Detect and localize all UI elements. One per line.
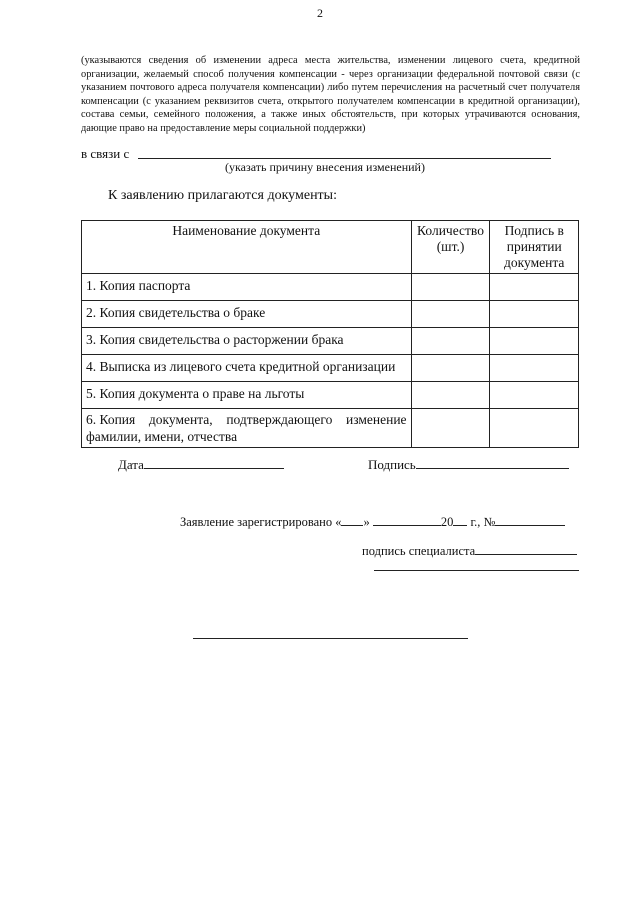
document-name-line-2: фамилии, имени, отчества: [86, 429, 238, 444]
document-name-cell: [82, 409, 412, 448]
registration-year-line[interactable]: [453, 514, 467, 526]
registration-year-prefix: 20: [440, 515, 454, 529]
quantity-cell[interactable]: [411, 328, 490, 355]
signature-cell[interactable]: [490, 274, 579, 301]
signature-cell[interactable]: [490, 382, 579, 409]
signature-cell[interactable]: [490, 409, 579, 448]
header-signature: Подпись в принятии документа: [490, 221, 579, 274]
document-name-cell: 2. Копия свидетельства о браке: [82, 301, 412, 328]
document-name-cell: 5. Копия документа о праве на льготы: [82, 382, 412, 409]
date-input-line[interactable]: [144, 456, 284, 469]
page-number: 2: [317, 6, 323, 20]
quantity-cell[interactable]: [411, 409, 490, 448]
word: 6. Копия: [86, 412, 136, 427]
table-row: [82, 328, 579, 355]
quantity-cell[interactable]: [411, 301, 490, 328]
registration-number-line[interactable]: [495, 514, 565, 526]
reason-hint: (указать причину внесения изменений): [225, 160, 425, 174]
document-name-cell: 4. Выписка из лицевого счета кредитной организации: [82, 355, 412, 382]
table-row: [82, 355, 579, 382]
signature-field: [368, 456, 569, 473]
attachments-title: К заявлению прилагаются документы:: [108, 188, 337, 203]
registration-close-quote: »: [363, 515, 370, 529]
registration-month-line[interactable]: [373, 514, 441, 526]
bottom-divider-line: [193, 638, 468, 639]
signature-cell[interactable]: [490, 355, 579, 382]
table-row: [82, 274, 579, 301]
table-row: [82, 382, 579, 409]
reason-input-line[interactable]: [138, 158, 551, 159]
date-field: [118, 456, 284, 473]
table-header-row: [82, 221, 579, 274]
document-name-cell: 1. Копия паспорта: [82, 274, 412, 301]
quantity-cell[interactable]: [411, 382, 490, 409]
specialist-name-line[interactable]: [374, 570, 579, 571]
registration-line: [180, 514, 565, 530]
specialist-signature-line[interactable]: [475, 543, 577, 555]
document-name-line-1: [86, 411, 407, 428]
quantity-cell[interactable]: [411, 355, 490, 382]
signature-cell[interactable]: [490, 301, 579, 328]
signature-cell[interactable]: [490, 328, 579, 355]
reason-label: в связи с: [81, 146, 130, 161]
word: подтверждающего: [226, 412, 333, 427]
word: документа,: [148, 412, 213, 427]
registration-number-label: г., №: [467, 515, 496, 529]
registration-day-line[interactable]: [341, 514, 363, 526]
header-quantity: Количество (шт.): [411, 221, 490, 274]
header-document-name: Наименование документа: [82, 221, 412, 274]
word: изменение: [345, 412, 407, 427]
specialist-signature-field: [362, 543, 577, 559]
signature-label: Подпись: [368, 457, 416, 472]
signature-input-line[interactable]: [416, 456, 569, 469]
document-name-cell: 3. Копия свидетельства о расторжении брака: [82, 328, 412, 355]
date-label: Дата: [118, 457, 144, 472]
quantity-cell[interactable]: [411, 274, 490, 301]
table-row: [82, 301, 579, 328]
instruction-note: (указываются сведения об изменении адреса места жительства, изменении лицевого счета, кредитной организации, желаемый способ получения компенсации - через организации федеральной почтовой связи (с указанием почтового адреса получателя компенсации) либо путем перечисления на расчетный счет получателя компенсации (с указанием реквизитов счета, открытого получателем компенсации в кредитной организации), состава семьи, семейного положения, а также иных обстоятельств, при которых утрачиваются основания, дающие право на предоставление меры социальной поддержки): [81, 55, 580, 134]
table-row: [82, 409, 579, 448]
documents-table: [81, 220, 579, 448]
registration-prefix: Заявление зарегистрировано «: [180, 515, 342, 529]
specialist-label: подпись специалиста: [362, 544, 476, 558]
